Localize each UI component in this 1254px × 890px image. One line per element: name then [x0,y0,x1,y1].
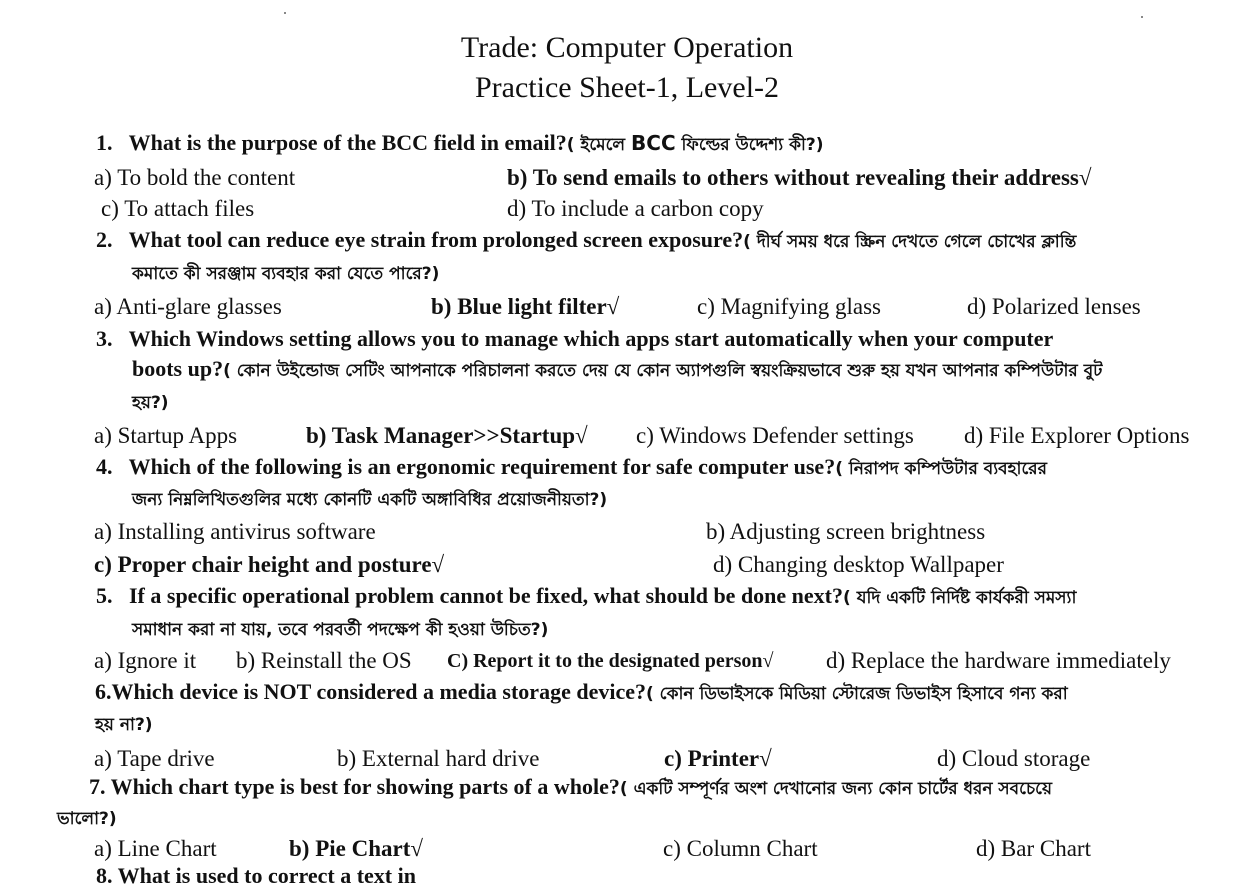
question-text-bn: ( কোন ডিভাইসকে মিডিয়া স্টোরেজ ডিভাইস হিসাবে গন্য করা [645,684,1068,704]
question-number: 2. [96,227,113,252]
option-a: a) Ignore it [94,648,197,673]
question-number: 3. [96,326,113,351]
option-b: b) Adjusting screen brightness [706,519,986,544]
question-1 [96,129,824,159]
option-d: d) Changing desktop Wallpaper [713,552,1004,577]
option-d: d) Bar Chart [976,836,1091,861]
question-text-en: Which Windows setting allows you to manage which apps start automatically when your computer [128,326,1054,351]
question-text-bn-cont: সমাধান করা না যায়, তবে পরবর্তী পদক্ষেপ কী হওয়া উচিত?) [132,620,549,640]
question-text-en: What tool can reduce eye strain from prolonged screen exposure? [128,227,744,252]
option-d: d) File Explorer Options [964,423,1190,448]
question-text-en: What is the purpose of the BCC field in email? [128,130,567,155]
option-a: a) Anti-glare glasses [94,294,282,319]
question-text-en: 7. Which chart type is best for showing parts of a whole? [89,774,620,799]
question-text-bn: ( নিরাপদ কম্পিউটার ব্যবহারের [835,459,1047,479]
option-a: a) Tape drive [94,746,215,771]
question-text-en: 6.Which device is NOT considered a media storage device? [95,679,646,704]
page-title: Trade: Computer Operation [460,31,794,64]
question-3 [96,325,1053,353]
option-a: a) Line Chart [94,836,217,861]
option-b: b) Reinstall the OS [236,648,412,673]
question-6 [95,678,1068,708]
question-8-partial: 8. What is used to correct a text in [96,863,416,888]
question-text-en: If a specific operational problem cannot be fixed, what should be done next? [129,583,844,608]
question-number: 5. [96,583,113,608]
option-c: c) Column Chart [663,836,818,861]
question-number: 1. [96,130,113,155]
question-7 [89,773,1052,803]
question-text-bn: ( যদি একটি নির্দিষ্ট কার্যকরী সমস্যা [843,588,1077,608]
option-b-correct: b) Pie Chart√ [289,836,423,861]
question-2 [96,226,1076,256]
question-text-bn: ( একটি সম্পূর্ণর অংশ দেখানোর জন্য কোন চার্টের ধরন সবচেয়ে [619,779,1052,799]
option-d: d) Cloud storage [937,746,1091,771]
page-subtitle: Practice Sheet-1, Level-2 [474,71,780,104]
option-c-correct: c) Proper chair height and posture√ [94,552,445,577]
option-c-correct: C) Report it to the designated person√ [447,650,774,672]
question-text-bn: ( দীর্ঘ সময় ধরে স্ক্রিন দেখতে গেলে চোখের ক্লান্তি [743,232,1077,252]
question-text-bn: ( কোন উইন্ডোজ সেটিং আপনাকে পরিচালনা করতে দেয় যে কোন অ্যাপগুলি স্বয়ংক্রিয়ভাবে শুরু হয় যখন আপনার কম্পিউটার বুট [223,361,1103,381]
option-d: d) To include a carbon copy [507,196,764,221]
scan-speck [1141,16,1143,18]
question-5 [96,582,1076,612]
question-text-en: Which of the following is an ergonomic requirement for safe computer use? [128,454,836,479]
question-text-bn-cont: কমাতে কী সরঞ্জাম ব্যবহার করা যেতে পারে?) [132,264,440,284]
question-4 [96,453,1047,483]
question-text-bn-cont: হয় না?) [95,715,153,735]
question-text-bn: ফিল্ডের উদ্দেশ্য কী?) [675,135,824,155]
option-a: a) Startup Apps [94,423,238,448]
question-text-bn-latin: BCC [631,131,676,155]
option-a: a) Installing antivirus software [94,519,376,544]
option-b-correct: b) To send emails to others without revealing their address√ [507,165,1092,190]
question-text-bn-cont: জন্য নিম্নলিখিতগুলির মধ্যে কোনটি একটি অঙ্গাবিধির প্রয়োজনীয়তা?) [132,490,608,510]
option-b: b) External hard drive [337,746,540,771]
question-3-line-2 [132,355,1102,385]
option-c: c) Magnifying glass [697,294,881,319]
question-text-bn: ( ইমেলে [566,135,632,155]
option-d: d) Replace the hardware immediately [826,648,1171,673]
question-number: 4. [96,454,113,479]
option-a: a) To bold the content [94,165,296,190]
question-text-en: boots up? [132,356,224,381]
option-b-correct: b) Task Manager>>Startup√ [306,423,588,448]
scan-speck [284,12,286,14]
option-c: c) Windows Defender settings [636,423,914,448]
option-d: d) Polarized lenses [967,294,1141,319]
option-b-correct: b) Blue light filter√ [431,294,620,319]
option-c-correct: c) Printer√ [664,746,772,771]
question-text-bn-cont: ভালো?) [57,809,117,829]
option-c: c) To attach files [101,196,255,221]
question-text-bn-cont: হয়?) [132,393,169,413]
